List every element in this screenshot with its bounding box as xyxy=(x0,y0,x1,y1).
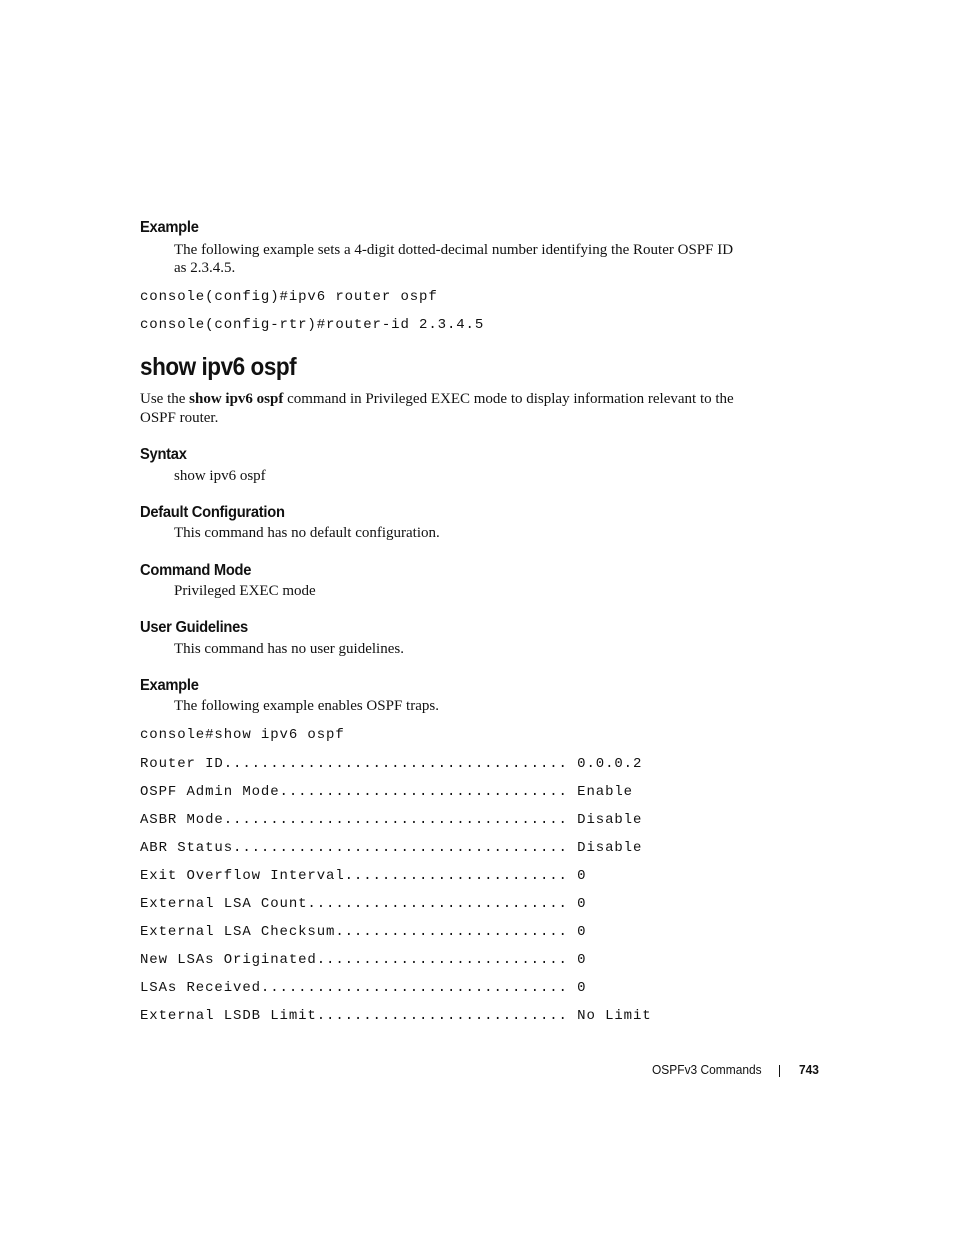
example-text: The following example enables OSPF traps. xyxy=(174,698,439,714)
syntax-text: show ipv6 ospf xyxy=(174,468,266,484)
code-line: console#show ipv6 ospf xyxy=(140,727,345,743)
default-config-text: This command has no default configuration. xyxy=(174,525,440,541)
example-text-line2: as 2.3.4.5. xyxy=(174,260,236,276)
footer-section-name: OSPFv3 Commands xyxy=(652,1062,762,1077)
example-heading: Example xyxy=(140,219,199,236)
output-line: New LSAs Originated........................... 0 xyxy=(140,952,587,968)
user-guidelines-text: This command has no user guidelines. xyxy=(174,641,404,657)
example-heading: Example xyxy=(140,677,199,694)
output-line: External LSA Checksum......................... 0 xyxy=(140,924,587,940)
footer-separator xyxy=(779,1065,780,1077)
intro-suffix: command in Privileged EXEC mode to display information relevant to the xyxy=(283,391,734,407)
section-intro-line2: OSPF router. xyxy=(140,410,219,426)
output-line: Router ID..................................... 0.0.0.2 xyxy=(140,756,643,772)
intro-prefix: Use the xyxy=(140,391,190,407)
example-text-line1: The following example sets a 4-digit dotted-decimal number identifying the Router OSPF ID xyxy=(174,242,734,258)
page-number: 743 xyxy=(799,1062,819,1077)
command-mode-heading: Command Mode xyxy=(140,562,252,579)
syntax-heading: Syntax xyxy=(140,446,187,463)
user-guidelines-heading: User Guidelines xyxy=(140,619,248,636)
default-config-heading: Default Configuration xyxy=(140,504,285,521)
output-line: External LSDB Limit........................... No Limit xyxy=(140,1008,652,1024)
output-line: External LSA Count............................ 0 xyxy=(140,896,587,912)
command-mode-text: Privileged EXEC mode xyxy=(174,583,316,599)
section-intro-line1 xyxy=(140,390,734,408)
code-line: console(config)#ipv6 router ospf xyxy=(140,289,438,305)
intro-command: show ipv6 ospf xyxy=(189,391,284,407)
output-line: LSAs Received................................. 0 xyxy=(140,980,587,996)
output-line: ABR Status.................................... Disable xyxy=(140,840,643,856)
code-line: console(config-rtr)#router-id 2.3.4.5 xyxy=(140,317,485,333)
output-line: ASBR Mode..................................... Disable xyxy=(140,812,643,828)
output-line: OSPF Admin Mode............................... Enable xyxy=(140,784,633,800)
section-title: show ipv6 ospf xyxy=(140,353,297,381)
output-line: Exit Overflow Interval........................ 0 xyxy=(140,868,587,884)
